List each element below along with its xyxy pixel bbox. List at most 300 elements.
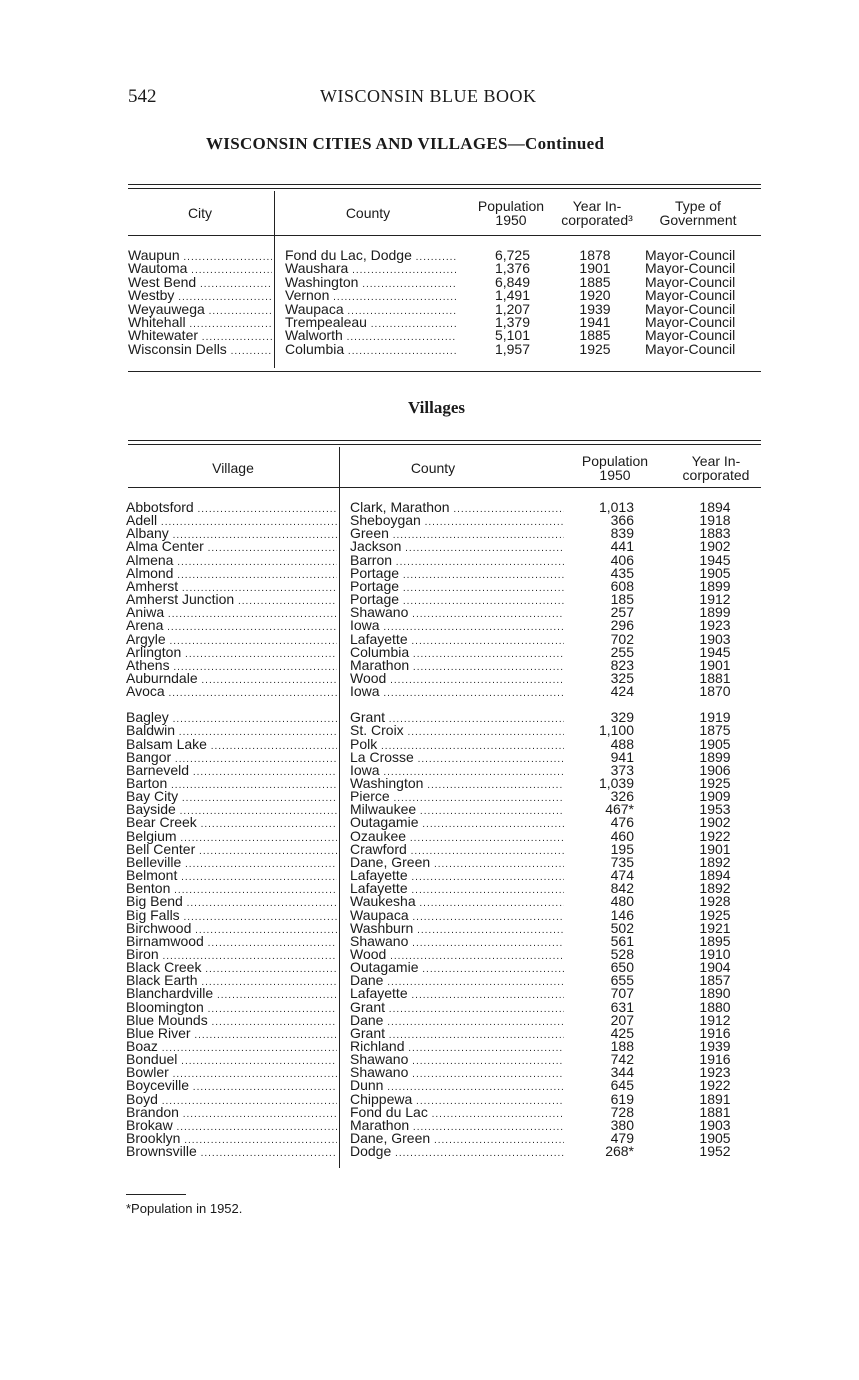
table-row [0,593,859,606]
table-cell: Bowler ..... [126,1066,337,1081]
table-cell: Whitehall ..... [128,316,272,331]
table-cell: Green ..... [350,527,564,542]
table-cell: 1920 [579,289,611,303]
table-cell: Auburndale ..... [126,672,337,687]
table-cell: 146 [610,908,634,922]
table-cell: 702 [610,632,634,646]
table-rule-bottom [128,371,761,372]
table-cell: 1916 [699,1026,731,1040]
table-cell: Polk ..... [350,738,564,753]
table-cell: Balsam Lake ..... [126,738,337,753]
table-cell: 1902 [699,540,731,554]
table-cell: 1945 [699,553,731,567]
table-cell: 728 [610,1105,634,1119]
column-header: Village [212,460,254,476]
table-cell: 185 [610,593,634,607]
table-row [0,803,859,816]
table-cell: 1909 [699,790,731,804]
table-row [0,1014,859,1027]
table-cell: 1,100 [598,724,634,738]
table-cell: 425 [610,1026,634,1040]
table-row [0,724,859,737]
table-cell: 479 [610,1132,634,1146]
table-row [0,606,859,619]
table-cell: 655 [610,974,634,988]
table-row [0,974,859,987]
table-cell: 1902 [699,816,731,830]
table-cell: 380 [610,1118,634,1132]
table-cell: Waukesha ..... [350,895,564,910]
table-row [0,1132,859,1145]
table-row [0,619,859,632]
table-cell: 1953 [699,803,731,817]
table-cell: Abbotsford ..... [126,501,337,516]
table-cell: 474 [610,869,634,883]
table-cell: Waupaca ..... [350,909,564,924]
table-cell: Black Creek ..... [126,961,337,976]
table-cell: Belleville ..... [126,856,337,871]
table-cell: 1925 [699,777,731,790]
column-header: Population 1950 [581,453,649,483]
table-cell: Sheboygan ..... [350,514,564,529]
table-cell: 842 [610,882,634,896]
table-row [0,580,859,593]
table-row [0,1093,859,1106]
table-cell: Baldwin ..... [126,724,337,739]
table-row [0,1066,859,1079]
table-cell: Biron ..... [126,948,337,963]
table-row [0,249,859,262]
table-cell: Whitewater ..... [128,329,272,344]
table-row [0,711,859,724]
table-cell: Amherst Junction ..... [126,593,337,608]
table-cell: 1885 [579,329,611,343]
table-cell: Pierce ..... [350,790,564,805]
table-rule-top-inner [128,188,761,189]
table-cell: Brandon ..... [126,1106,337,1121]
table-row [0,948,859,961]
table-cell: Avoca ..... [126,685,337,700]
table-cell: Arena ..... [126,619,337,634]
table-cell: Almond ..... [126,567,337,582]
table-cell: La Crosse ..... [350,751,564,766]
table-row [0,540,859,553]
table-cell: 1899 [699,750,731,764]
table-cell: Dane ..... [350,974,564,989]
table-cell: 1885 [579,275,611,289]
table-cell: 1899 [699,579,731,593]
table-cell: Lafayette ..... [350,987,564,1002]
table-row [0,316,859,329]
table-cell: Mayor-Council [645,249,736,262]
table-cell: Shawano ..... [350,606,564,621]
column-header: County [410,460,456,476]
table-row [0,856,859,869]
table-cell: Brownsville ..... [126,1145,337,1160]
section-title: WISCONSIN CITIES AND VILLAGES—Continued [206,134,605,153]
table-cell: Washburn ..... [350,922,564,937]
table-row [0,329,859,342]
table-cell: Belmont ..... [126,869,337,884]
table-cell: Portage ..... [350,580,564,595]
table-cell: 1923 [699,1066,731,1080]
table-cell: 645 [610,1079,634,1093]
table-cell: 488 [610,737,634,751]
table-cell: 1890 [699,987,731,1001]
table-row [0,659,859,672]
table-cell: 1919 [699,711,731,725]
table-cell: 1,957 [494,342,530,356]
table-cell: 1901 [579,262,611,276]
table-cell: Shawano ..... [350,1053,564,1068]
table-cell: 1928 [699,895,731,909]
table-row [0,1119,859,1132]
page-number: 542 [128,86,157,107]
column-header: Type of Government [659,198,737,228]
table-cell: Albany ..... [126,527,337,542]
table-row [0,262,859,275]
table-cell: Blanchardville ..... [126,987,337,1002]
table-cell: Fond du Lac ..... [350,1106,564,1121]
table-cell: Portage ..... [350,593,564,608]
table-cell: 406 [610,553,634,567]
table-cell: 528 [610,947,634,961]
table-cell: 742 [610,1053,634,1067]
table-cell: Grant ..... [350,1027,564,1042]
table-cell: Fond du Lac, Dodge ..... [285,249,457,264]
table-row [0,303,859,316]
table-cell: 631 [610,1000,634,1014]
table-cell: 1,039 [598,777,634,790]
table-cell: Outagamie ..... [350,961,564,976]
table-cell: 1918 [699,514,731,528]
table-cell: Grant ..... [350,1001,564,1016]
table-cell: Bonduel ..... [126,1053,337,1068]
table-cell: Almena ..... [126,554,337,569]
table-cell: 1912 [699,1013,731,1027]
table-cell: 1880 [699,1000,731,1014]
table-row [0,685,859,698]
table-cell: 373 [610,763,634,777]
table-cell: 435 [610,566,634,580]
table-cell: 1,491 [494,289,530,303]
table-cell: Chippewa ..... [350,1093,564,1108]
table-row [0,567,859,580]
table-cell: Iowa ..... [350,619,564,634]
table-cell: 325 [610,671,634,685]
table-cell: Bangor ..... [126,751,337,766]
table-cell: 6,725 [494,249,530,262]
table-row [0,1145,859,1158]
table-cell: Milwaukee ..... [350,803,564,818]
table-cell: Iowa ..... [350,685,564,700]
table-row [0,869,859,882]
table-cell: 619 [610,1092,634,1106]
table-cell: Vernon ..... [285,289,457,304]
table-cell: Benton ..... [126,882,337,897]
table-row [0,764,859,777]
table-cell: Shawano ..... [350,1066,564,1081]
table-row [0,777,859,790]
table-cell: Bay City ..... [126,790,337,805]
table-cell: Mayor-Council [645,289,736,303]
table-cell: Ozaukee ..... [350,830,564,845]
table-cell: 1905 [699,737,731,751]
table-cell: Iowa ..... [350,764,564,779]
table-cell: Marathon ..... [350,659,564,674]
table-cell: Walworth ..... [285,329,457,344]
table-row [0,961,859,974]
table-row [0,935,859,948]
table-cell: 1923 [699,619,731,633]
table-cell: Adell ..... [126,514,337,529]
table-cell: 344 [610,1066,634,1080]
table-cell: Bagley ..... [126,711,337,726]
table-cell: 707 [610,987,634,1001]
footnote-rule [126,1194,186,1195]
table-cell: Big Bend ..... [126,895,337,910]
table-cell: 1899 [699,606,731,620]
table-cell: Boyd ..... [126,1093,337,1108]
table-cell: 1878 [579,249,611,262]
column-header: County [345,205,391,221]
table-cell: Blue River ..... [126,1027,337,1042]
table-cell: Athens ..... [126,659,337,674]
table-rule-top [128,440,761,441]
table-cell: 735 [610,855,634,869]
table-cell: Blue Mounds ..... [126,1014,337,1029]
table-cell: 188 [610,1040,634,1053]
table-cell: Birchwood ..... [126,922,337,937]
table-cell: 1941 [579,316,611,329]
table-row [0,276,859,289]
table-cell: 1939 [699,1040,731,1053]
table-cell: 1875 [699,724,731,738]
table-row [0,1027,859,1040]
table-cell: Wood ..... [350,948,564,963]
table-cell: 1925 [699,908,731,922]
table-row [0,790,859,803]
table-row [0,922,859,935]
table-row [0,289,859,302]
table-row [0,527,859,540]
table-cell: Waushara ..... [285,262,457,277]
table-cell: 1905 [699,566,731,580]
table-cell: Barron ..... [350,554,564,569]
table-cell: St. Croix ..... [350,724,564,739]
table-cell: Jackson ..... [350,540,564,555]
table-cell: Wood ..... [350,672,564,687]
table-cell: Alma Center ..... [126,540,337,555]
table-cell: Brokaw ..... [126,1119,337,1134]
table-cell: Weyauwega ..... [128,303,272,318]
table-cell: Mayor-Council [645,329,736,343]
table-cell: Boyceville ..... [126,1079,337,1094]
table-cell: 1912 [699,593,731,607]
table-cell: Dane, Green ..... [350,856,564,871]
table-cell: West Bend ..... [128,276,272,291]
table-cell: Columbia ..... [350,646,564,661]
table-cell: Wisconsin Dells ..... [128,343,272,358]
table-cell: 1901 [699,842,731,856]
table-row [0,646,859,659]
table-row [0,1053,859,1066]
table-cell: 839 [610,527,634,541]
table-cell: Aniwa ..... [126,606,337,621]
table-rule-top [128,184,761,185]
table-cell: Trempealeau ..... [285,316,457,331]
table-cell: 1,379 [494,316,530,329]
table-cell: Shawano ..... [350,935,564,950]
table-row [0,1106,859,1119]
table-cell: 5,101 [494,329,530,343]
table-cell: Columbia ..... [285,343,457,358]
table-cell: Dunn ..... [350,1079,564,1094]
table-cell: 1895 [699,934,731,948]
table-cell: 1939 [579,302,611,316]
table-cell: 424 [610,685,634,699]
table-cell: Boaz ..... [126,1040,337,1055]
table-cell: Barneveld ..... [126,764,337,779]
table-cell: Birnamwood ..... [126,935,337,950]
table-row [0,882,859,895]
table-cell: 502 [610,921,634,935]
table-cell: Brooklyn ..... [126,1132,337,1147]
table-cell: Dane ..... [350,1014,564,1029]
table-cell: Lafayette ..... [350,882,564,897]
table-cell: 1,376 [494,262,530,276]
table-cell: 941 [610,750,634,764]
table-row [0,830,859,843]
table-row [0,751,859,764]
table-row [0,909,859,922]
table-cell: Mayor-Council [645,275,736,289]
table-cell: 1945 [699,645,731,659]
table-cell: 1925 [579,342,611,356]
table-row [0,843,859,856]
villages-heading: Villages [408,398,465,417]
table-cell: 329 [610,711,634,725]
table-row [0,343,859,356]
table-cell: Crawford ..... [350,843,564,858]
table-cell: 195 [610,842,634,856]
table-cell: Amherst ..... [126,580,337,595]
table-cell: Bell Center ..... [126,843,337,858]
table-cell: 1892 [699,855,731,869]
table-row [0,501,859,514]
table-row [0,1079,859,1092]
table-cell: Barton ..... [126,777,337,792]
table-cell: 257 [610,606,634,620]
table-cell: Mayor-Council [645,316,736,329]
table-row [0,554,859,567]
table-cell: Argyle ..... [126,633,337,648]
column-header: Year In- corporated³ [561,198,633,228]
table-cell: 1894 [699,869,731,883]
table-cell: 207 [610,1013,634,1027]
table-cell: Westby ..... [128,289,272,304]
table-rule-header [128,487,761,488]
table-cell: Bloomington ..... [126,1001,337,1016]
table-cell: 1952 [699,1145,731,1159]
table-cell: 608 [610,579,634,593]
table-cell: 441 [610,540,634,554]
table-rule-header [128,235,761,236]
table-cell: 480 [610,895,634,909]
table-cell: 326 [610,790,634,804]
table-cell: Washington ..... [285,276,457,291]
table-cell: 1921 [699,921,731,935]
table-row [0,1001,859,1014]
table-cell: 1904 [699,961,731,975]
table-cell: Mayor-Council [645,342,736,356]
table-cell: Belgium ..... [126,830,337,845]
table-cell: 1891 [699,1092,731,1106]
table-row [0,816,859,829]
table-row [0,738,859,751]
table-row [0,1040,859,1053]
table-cell: 1881 [699,671,731,685]
table-cell: 1903 [699,632,731,646]
table-cell: 1901 [699,658,731,672]
table-row [0,514,859,527]
running-head: WISCONSIN BLUE BOOK [320,86,537,106]
table-row [0,672,859,685]
table-cell: Dodge ..... [350,1145,564,1160]
column-header: City [187,205,213,221]
table-cell: Mayor-Council [645,302,736,316]
table-cell: Outagamie ..... [350,816,564,831]
table-cell: Big Falls ..... [126,909,337,924]
table-cell: 296 [610,619,634,633]
table-cell: Wautoma ..... [128,262,272,277]
table-cell: 366 [610,514,634,528]
table-cell: 1910 [699,947,731,961]
table-cell: 823 [610,658,634,672]
table-cell: 1922 [699,1079,731,1093]
table-cell: 476 [610,816,634,830]
table-cell: 255 [610,645,634,659]
table-cell: 1,207 [494,302,530,316]
table-cell: Washington ..... [350,777,564,792]
table-cell: 1870 [699,685,731,699]
table-cell: 1905 [699,1132,731,1146]
table-row [0,633,859,646]
table-cell: Clark, Marathon ..... [350,501,564,516]
table-cell: Dane, Green ..... [350,1132,564,1147]
table-cell: 6,849 [494,275,530,289]
table-cell: Waupun ..... [128,249,272,264]
table-row [0,895,859,908]
table-cell: Bear Creek ..... [126,816,337,831]
table-cell: Arlington ..... [126,646,337,661]
table-cell: Lafayette ..... [350,633,564,648]
table-cell: 1892 [699,882,731,896]
table-cell: 1857 [699,974,731,988]
column-header: Population 1950 [477,198,545,228]
table-cell: 1883 [699,527,731,541]
table-cell: Black Earth ..... [126,974,337,989]
table-cell: 1903 [699,1118,731,1132]
table-rule-top-inner [128,444,761,445]
table-cell: 467* [605,803,634,817]
table-cell: 650 [610,961,634,975]
table-cell: Lafayette ..... [350,869,564,884]
table-row [0,987,859,1000]
table-cell: Richland ..... [350,1040,564,1055]
table-cell: 1894 [699,501,731,514]
table-cell: Portage ..... [350,567,564,582]
